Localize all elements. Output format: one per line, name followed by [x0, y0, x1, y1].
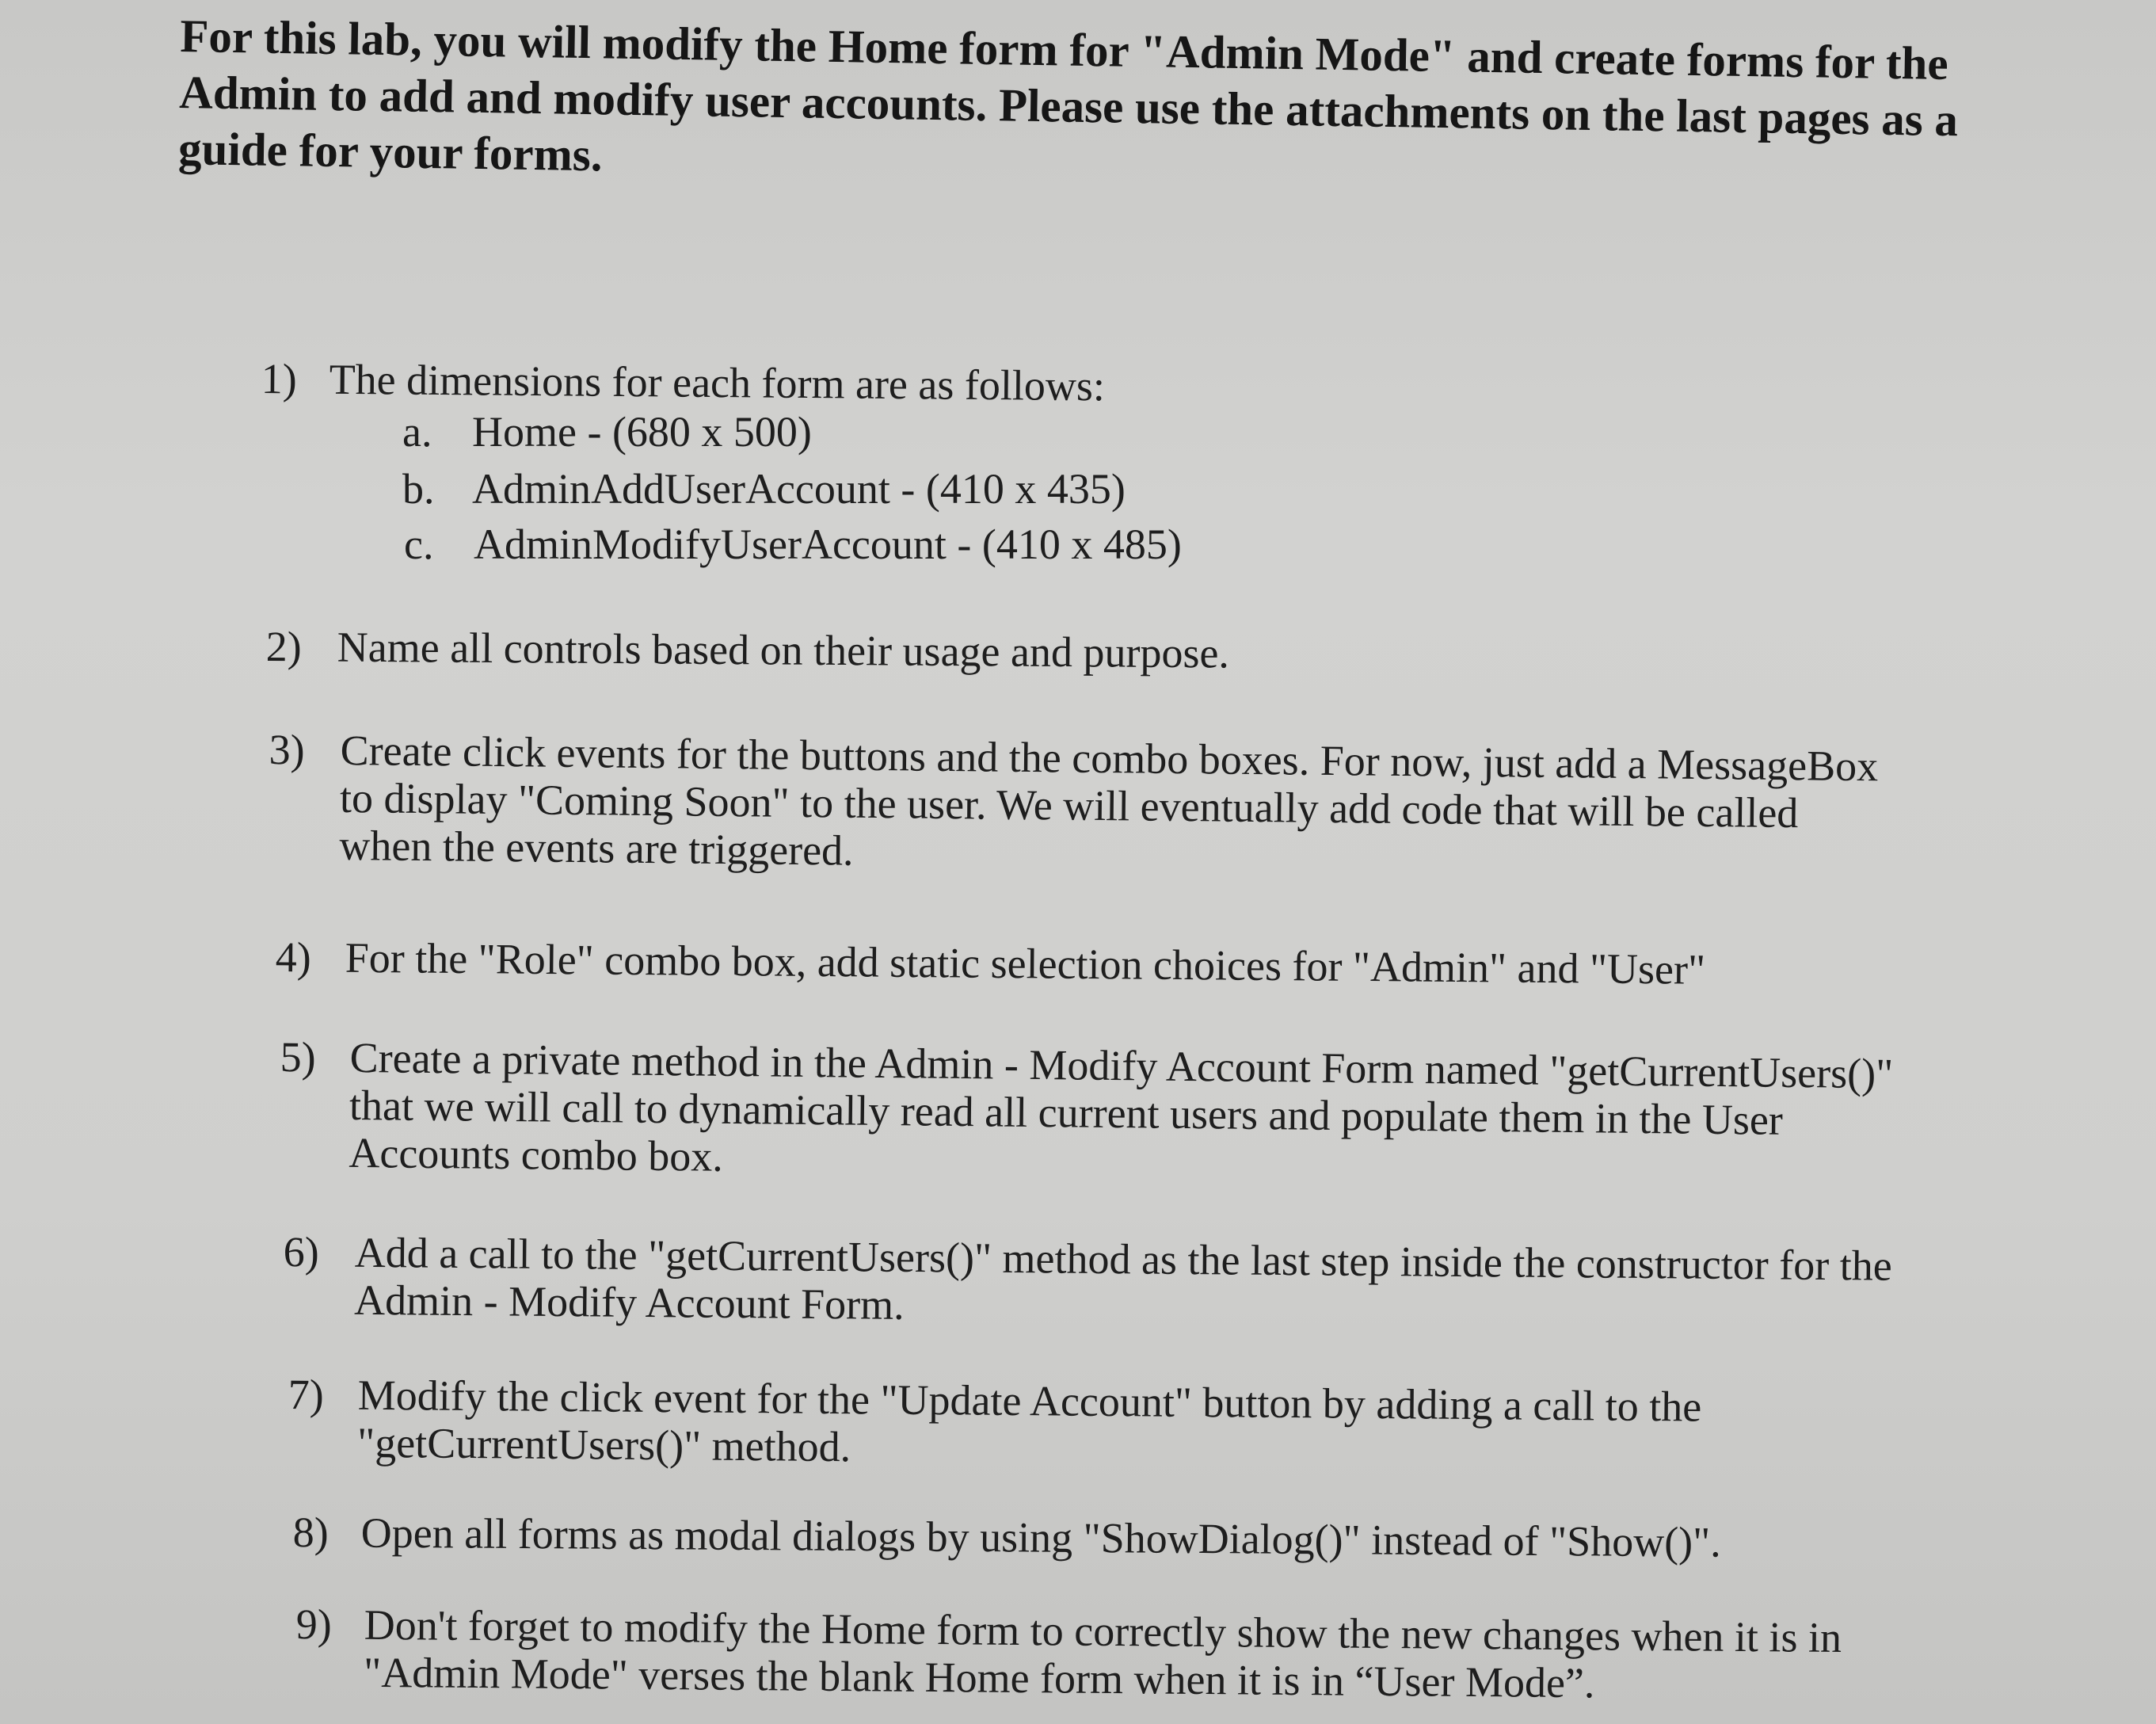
list-item-6: [283, 1228, 1963, 1329]
sub-item-letter: a.: [402, 408, 432, 456]
item-text: Open all forms as modal dialogs by using "ShowDialog()" instead of "Show()".: [360, 1508, 1721, 1566]
sub-item-text: Home - (680 x 500): [472, 408, 812, 456]
item-number: 6): [283, 1228, 319, 1276]
list-item-7: [288, 1371, 1872, 1471]
sub-item-text: AdminModifyUserAccount - (410 x 485): [474, 521, 1182, 568]
item-number: 2): [265, 623, 302, 671]
item-text: For the "Role" combo box, add static selection choices for "Admin" and "User": [345, 933, 1706, 994]
sub-item-text: AdminAddUserAccount - (410 x 435): [472, 465, 1126, 513]
item-number: 7): [288, 1371, 324, 1419]
intro-paragraph: For this lab, you will modify the Home form for "Admin Mode" and create forms for the Admin to add and modify user accounts. Please use the attachments on the last pages as a guide for your forms.: [177, 9, 1959, 181]
item-text: Don't forget to modify the Home form to correctly show the new changes when it is in "Admin Mode" verses the blank Home form when it is in “User Mode”.: [363, 1600, 1842, 1707]
list-item-9: [295, 1600, 1896, 1707]
item-number: 9): [295, 1600, 332, 1649]
list-item-4: [275, 933, 1860, 994]
item-text: The dimensions for each form are as follows:: [329, 355, 1106, 410]
list-item-2: [265, 623, 1375, 677]
item-number: 8): [292, 1508, 329, 1557]
item-text: Create a private method in the Admin - Modify Account Form named "getCurrentUsers()" that we will call to dynamically read all current users and populate them in the User Accounts combo box.: [349, 1033, 1894, 1180]
list-item-1: [261, 355, 1370, 410]
list-item-3: [269, 726, 1917, 875]
item-number: 4): [275, 933, 311, 982]
sub-item-letter: c.: [404, 521, 434, 568]
sub-item-letter: b.: [402, 465, 435, 513]
item-text: Create click events for the buttons and the combo boxes. For now, just add a MessageBox to display "Coming Soon" to the user. We will eventually add code that will be called when the events are triggered.: [339, 726, 1879, 875]
item-text: Name all controls based on their usage and purpose.: [337, 623, 1230, 677]
item-number: 5): [280, 1033, 316, 1081]
item-text: Modify the click event for the "Update Account" button by adding a call to the "getCurrentUsers()" method.: [356, 1371, 1702, 1471]
item-number: 1): [261, 355, 297, 403]
list-item-5: [280, 1033, 1928, 1180]
item-text: Add a call to the "getCurrentUsers()" method as the last step inside the constructor for the Admin - Modify Account Form.: [353, 1228, 1892, 1329]
list-item-8: [292, 1508, 1877, 1566]
item-number: 3): [269, 726, 305, 774]
